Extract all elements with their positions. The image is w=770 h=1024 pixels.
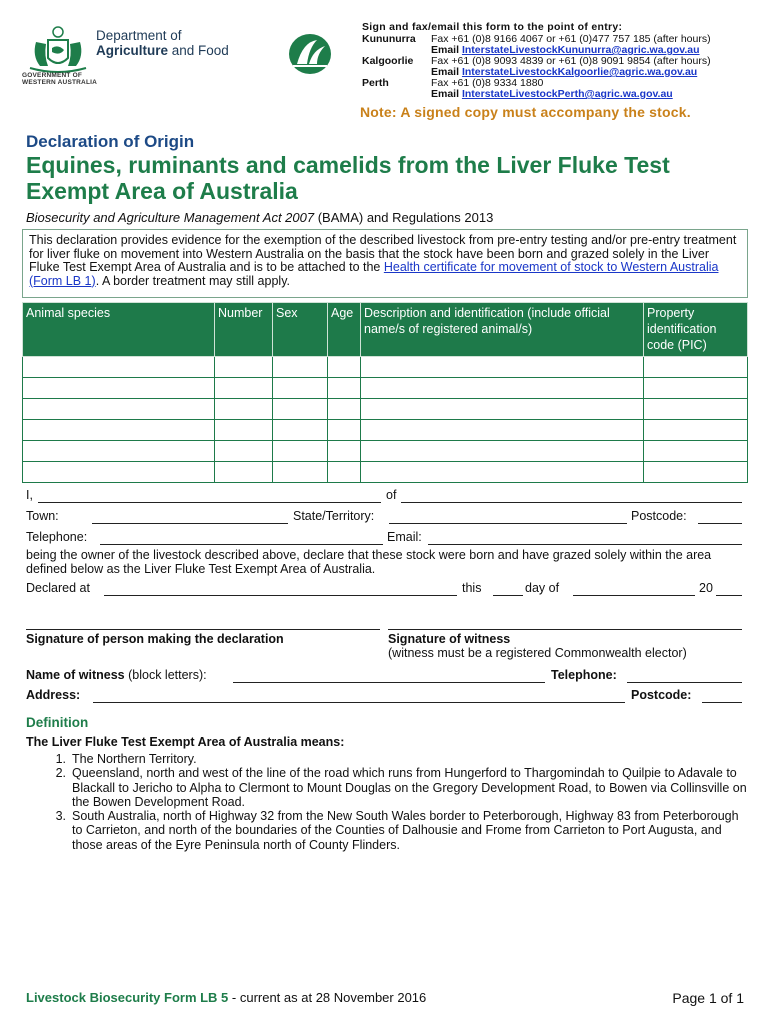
table-cell[interactable] bbox=[273, 378, 328, 399]
table-cell[interactable] bbox=[644, 399, 748, 420]
entry-perth bbox=[362, 78, 752, 100]
address-field[interactable] bbox=[93, 702, 625, 703]
table-cell[interactable] bbox=[328, 441, 361, 462]
list-text: The Northern Territory. bbox=[72, 752, 197, 766]
signature-person-label: Signature of person making the declaration bbox=[26, 632, 284, 646]
town-field[interactable] bbox=[92, 523, 288, 524]
intro-box bbox=[22, 229, 748, 298]
table-cell[interactable] bbox=[23, 420, 215, 441]
table-cell[interactable] bbox=[328, 357, 361, 378]
entry-title: Sign and fax/email this form to the point of entry: bbox=[362, 21, 623, 33]
table-cell[interactable] bbox=[361, 399, 644, 420]
table-cell[interactable] bbox=[328, 399, 361, 420]
department-name bbox=[96, 28, 229, 58]
year-prefix: 20 bbox=[699, 581, 713, 595]
col-number: Number bbox=[215, 303, 273, 357]
table-cell[interactable] bbox=[644, 378, 748, 399]
gov-line1: GOVERNMENT OF bbox=[22, 72, 83, 79]
table-cell[interactable] bbox=[215, 420, 273, 441]
signature-witness-label: Signature of witness bbox=[388, 632, 511, 646]
table-cell[interactable] bbox=[644, 420, 748, 441]
government-of-wa-label bbox=[22, 72, 97, 86]
table-row bbox=[23, 399, 748, 420]
list-item bbox=[42, 752, 748, 766]
email-link-kununurra[interactable]: InterstateLivestockKununurra@agric.wa.gov.au bbox=[461, 44, 700, 56]
witness-telephone-field[interactable] bbox=[627, 682, 742, 683]
page-title: Equines, ruminants and camelids from the Liver Fluke Test Exempt Area of Australia bbox=[26, 152, 670, 204]
intro-after: . A border treatment may still apply. bbox=[95, 273, 290, 288]
witness-name-bold: Name of witness bbox=[26, 668, 125, 682]
list-number: 1. bbox=[55, 752, 66, 766]
definition-list bbox=[42, 752, 748, 852]
telephone-field[interactable] bbox=[100, 544, 383, 545]
list-item bbox=[42, 766, 748, 809]
table-cell[interactable] bbox=[273, 420, 328, 441]
table-header-row bbox=[23, 303, 748, 357]
table-cell[interactable] bbox=[328, 462, 361, 483]
act-reference bbox=[26, 210, 493, 225]
entry-city: Kununurra bbox=[362, 33, 416, 45]
table-cell[interactable] bbox=[273, 399, 328, 420]
of-field[interactable] bbox=[401, 502, 742, 503]
table-cell[interactable] bbox=[644, 357, 748, 378]
definition-heading: Definition bbox=[26, 715, 89, 730]
animal-table bbox=[22, 302, 748, 483]
current-date: - current as at 28 November 2016 bbox=[228, 990, 427, 1005]
page-number: Page 1 of 1 bbox=[672, 990, 744, 1006]
table-cell[interactable] bbox=[23, 441, 215, 462]
accompany-note: Note: A signed copy must accompany the stock. bbox=[360, 104, 691, 120]
table-cell[interactable] bbox=[273, 441, 328, 462]
telephone-label: Telephone: bbox=[26, 530, 88, 544]
point-of-entry-block bbox=[362, 22, 752, 100]
entry-fax: Fax +61 (0)8 9166 4067 or +61 (0)477 757 185 (after hours) bbox=[431, 33, 711, 45]
form-name: Livestock Biosecurity Form LB 5 bbox=[26, 990, 229, 1005]
table-cell[interactable] bbox=[23, 399, 215, 420]
col-animal-species: Animal species bbox=[23, 303, 215, 357]
postcode2-field[interactable] bbox=[702, 702, 742, 703]
footer-form-name bbox=[26, 990, 426, 1005]
definition-subheading: The Liver Fluke Test Exempt Area of Australia means: bbox=[26, 735, 345, 749]
state-label: State/Territory: bbox=[293, 509, 375, 523]
dept-line1: Department of bbox=[96, 28, 182, 43]
witness-name-label bbox=[26, 668, 207, 682]
table-cell[interactable] bbox=[361, 378, 644, 399]
email-field[interactable] bbox=[428, 544, 742, 545]
address-label: Address: bbox=[26, 688, 81, 702]
email-label: Email bbox=[431, 66, 462, 78]
table-cell[interactable] bbox=[361, 420, 644, 441]
intro-text: This declaration provides evidence for the exemption of the described livestock from pre-entry testing and/or pre-entry treatment for liver fluke on movement into Western Australia on the basis that the stock have been born and grazed solely in the Liver Fluke Test Exempt Area of Australia and is to be attached to the bbox=[29, 233, 737, 274]
table-cell[interactable] bbox=[215, 462, 273, 483]
table-cell[interactable] bbox=[215, 357, 273, 378]
table-cell[interactable] bbox=[361, 462, 644, 483]
table-cell[interactable] bbox=[328, 420, 361, 441]
declaration-text: being the owner of the livestock described above, declare that these stock were born and have grazed solely within the area defined below as the Liver Fluke Test Exempt Area of Australia. bbox=[26, 548, 712, 576]
state-field[interactable] bbox=[389, 523, 627, 524]
health-certificate-link[interactable]: Health certificate for movement of stock to Western Australia (Form LB 1) bbox=[29, 260, 719, 288]
entry-kalgoorlie bbox=[362, 56, 752, 78]
table-cell[interactable] bbox=[361, 357, 644, 378]
email-field-label: Email: bbox=[387, 530, 422, 544]
table-cell[interactable] bbox=[215, 378, 273, 399]
of-label: of bbox=[386, 488, 397, 502]
entry-city: Perth bbox=[362, 77, 389, 89]
table-row bbox=[23, 441, 748, 462]
entry-kununurra bbox=[362, 34, 752, 56]
witness-telephone-label: Telephone: bbox=[551, 668, 617, 682]
table-cell[interactable] bbox=[215, 441, 273, 462]
entry-city: Kalgoorlie bbox=[362, 55, 414, 67]
dept-line2-bold: Agriculture bbox=[96, 43, 169, 58]
table-cell[interactable] bbox=[273, 462, 328, 483]
act-name: Biosecurity and Agriculture Management Act 2007 bbox=[26, 210, 315, 225]
email-link-kalgoorlie[interactable]: InterstateLivestockKalgoorlie@agric.wa.gov.au bbox=[461, 66, 698, 78]
document-type: Declaration of Origin bbox=[26, 132, 195, 151]
day-field[interactable] bbox=[493, 595, 523, 596]
postcode2-label: Postcode: bbox=[631, 688, 692, 702]
list-text: South Australia, north of Highway 32 from the New South Wales border to Peterborough, Highway 83 from Peterborough to Carrieton, and north of the boundaries of the Counties of Dalhousie and Frome from Carrieton to Port Augusta, and those areas of the Eyre Peninsula north of County Flinders. bbox=[72, 809, 739, 852]
table-cell[interactable] bbox=[361, 441, 644, 462]
list-text: Queensland, north and west of the line of the road which runs from Hungerford to Thargomindah to Quilpie to Adavale to Blackall to Jericho to Alpha to Clermont to Mount Douglas on the Gregory Development Road, to Bowen via Collinsville on the Bowen Development Road. bbox=[72, 766, 747, 809]
col-sex: Sex bbox=[273, 303, 328, 357]
table-row bbox=[23, 378, 748, 399]
table-row bbox=[23, 357, 748, 378]
witness-name-rest: (block letters): bbox=[124, 668, 207, 682]
list-item bbox=[42, 809, 748, 852]
biosecurity-emblem-icon bbox=[287, 32, 333, 76]
declared-at-field[interactable] bbox=[104, 595, 457, 596]
list-number: 2. bbox=[55, 766, 66, 781]
table-cell[interactable] bbox=[215, 399, 273, 420]
postcode-field[interactable] bbox=[698, 523, 742, 524]
declared-at-label: Declared at bbox=[26, 581, 90, 595]
entry-fax: Fax +61 (0)8 9093 4839 or +61 (0)8 9091 9854 (after hours) bbox=[431, 55, 711, 67]
act-rest: (BAMA) and Regulations 2013 bbox=[314, 210, 494, 225]
month-field[interactable] bbox=[573, 595, 695, 596]
witness-name-field[interactable] bbox=[233, 682, 545, 683]
table-row bbox=[23, 420, 748, 441]
day-of-label: day of bbox=[525, 581, 560, 595]
year-field[interactable] bbox=[716, 595, 742, 596]
table-cell[interactable] bbox=[23, 462, 215, 483]
email-link-perth[interactable]: InterstateLivestockPerth@agric.wa.gov.au bbox=[461, 88, 673, 100]
entry-fax: Fax +61 (0)8 9334 1880 bbox=[431, 77, 544, 89]
table-cell[interactable] bbox=[328, 378, 361, 399]
gov-line2: WESTERN AUSTRALIA bbox=[22, 79, 98, 86]
signature-witness-sub: (witness must be a registered Commonwealth elector) bbox=[388, 646, 687, 660]
table-cell[interactable] bbox=[23, 357, 215, 378]
col-age: Age bbox=[328, 303, 361, 357]
table-row bbox=[23, 462, 748, 483]
town-label: Town: bbox=[26, 509, 59, 523]
dept-line2-rest: and Food bbox=[168, 43, 229, 58]
signature-witness-field[interactable] bbox=[388, 629, 742, 630]
col-description: Description and identification (include official name/s of registered animal/s) bbox=[361, 303, 644, 357]
table-cell[interactable] bbox=[644, 462, 748, 483]
name-field[interactable] bbox=[38, 502, 381, 503]
email-label: Email bbox=[431, 44, 462, 56]
table-cell[interactable] bbox=[644, 441, 748, 462]
signature-person-field[interactable] bbox=[26, 629, 380, 630]
table-cell[interactable] bbox=[273, 357, 328, 378]
col-pic: Property identification code (PIC) bbox=[644, 303, 748, 357]
i-label: I, bbox=[26, 488, 33, 502]
list-number: 3. bbox=[55, 809, 66, 824]
postcode-label: Postcode: bbox=[631, 509, 687, 523]
table-cell[interactable] bbox=[23, 378, 215, 399]
email-label: Email bbox=[431, 88, 462, 100]
this-label: this bbox=[462, 581, 482, 595]
